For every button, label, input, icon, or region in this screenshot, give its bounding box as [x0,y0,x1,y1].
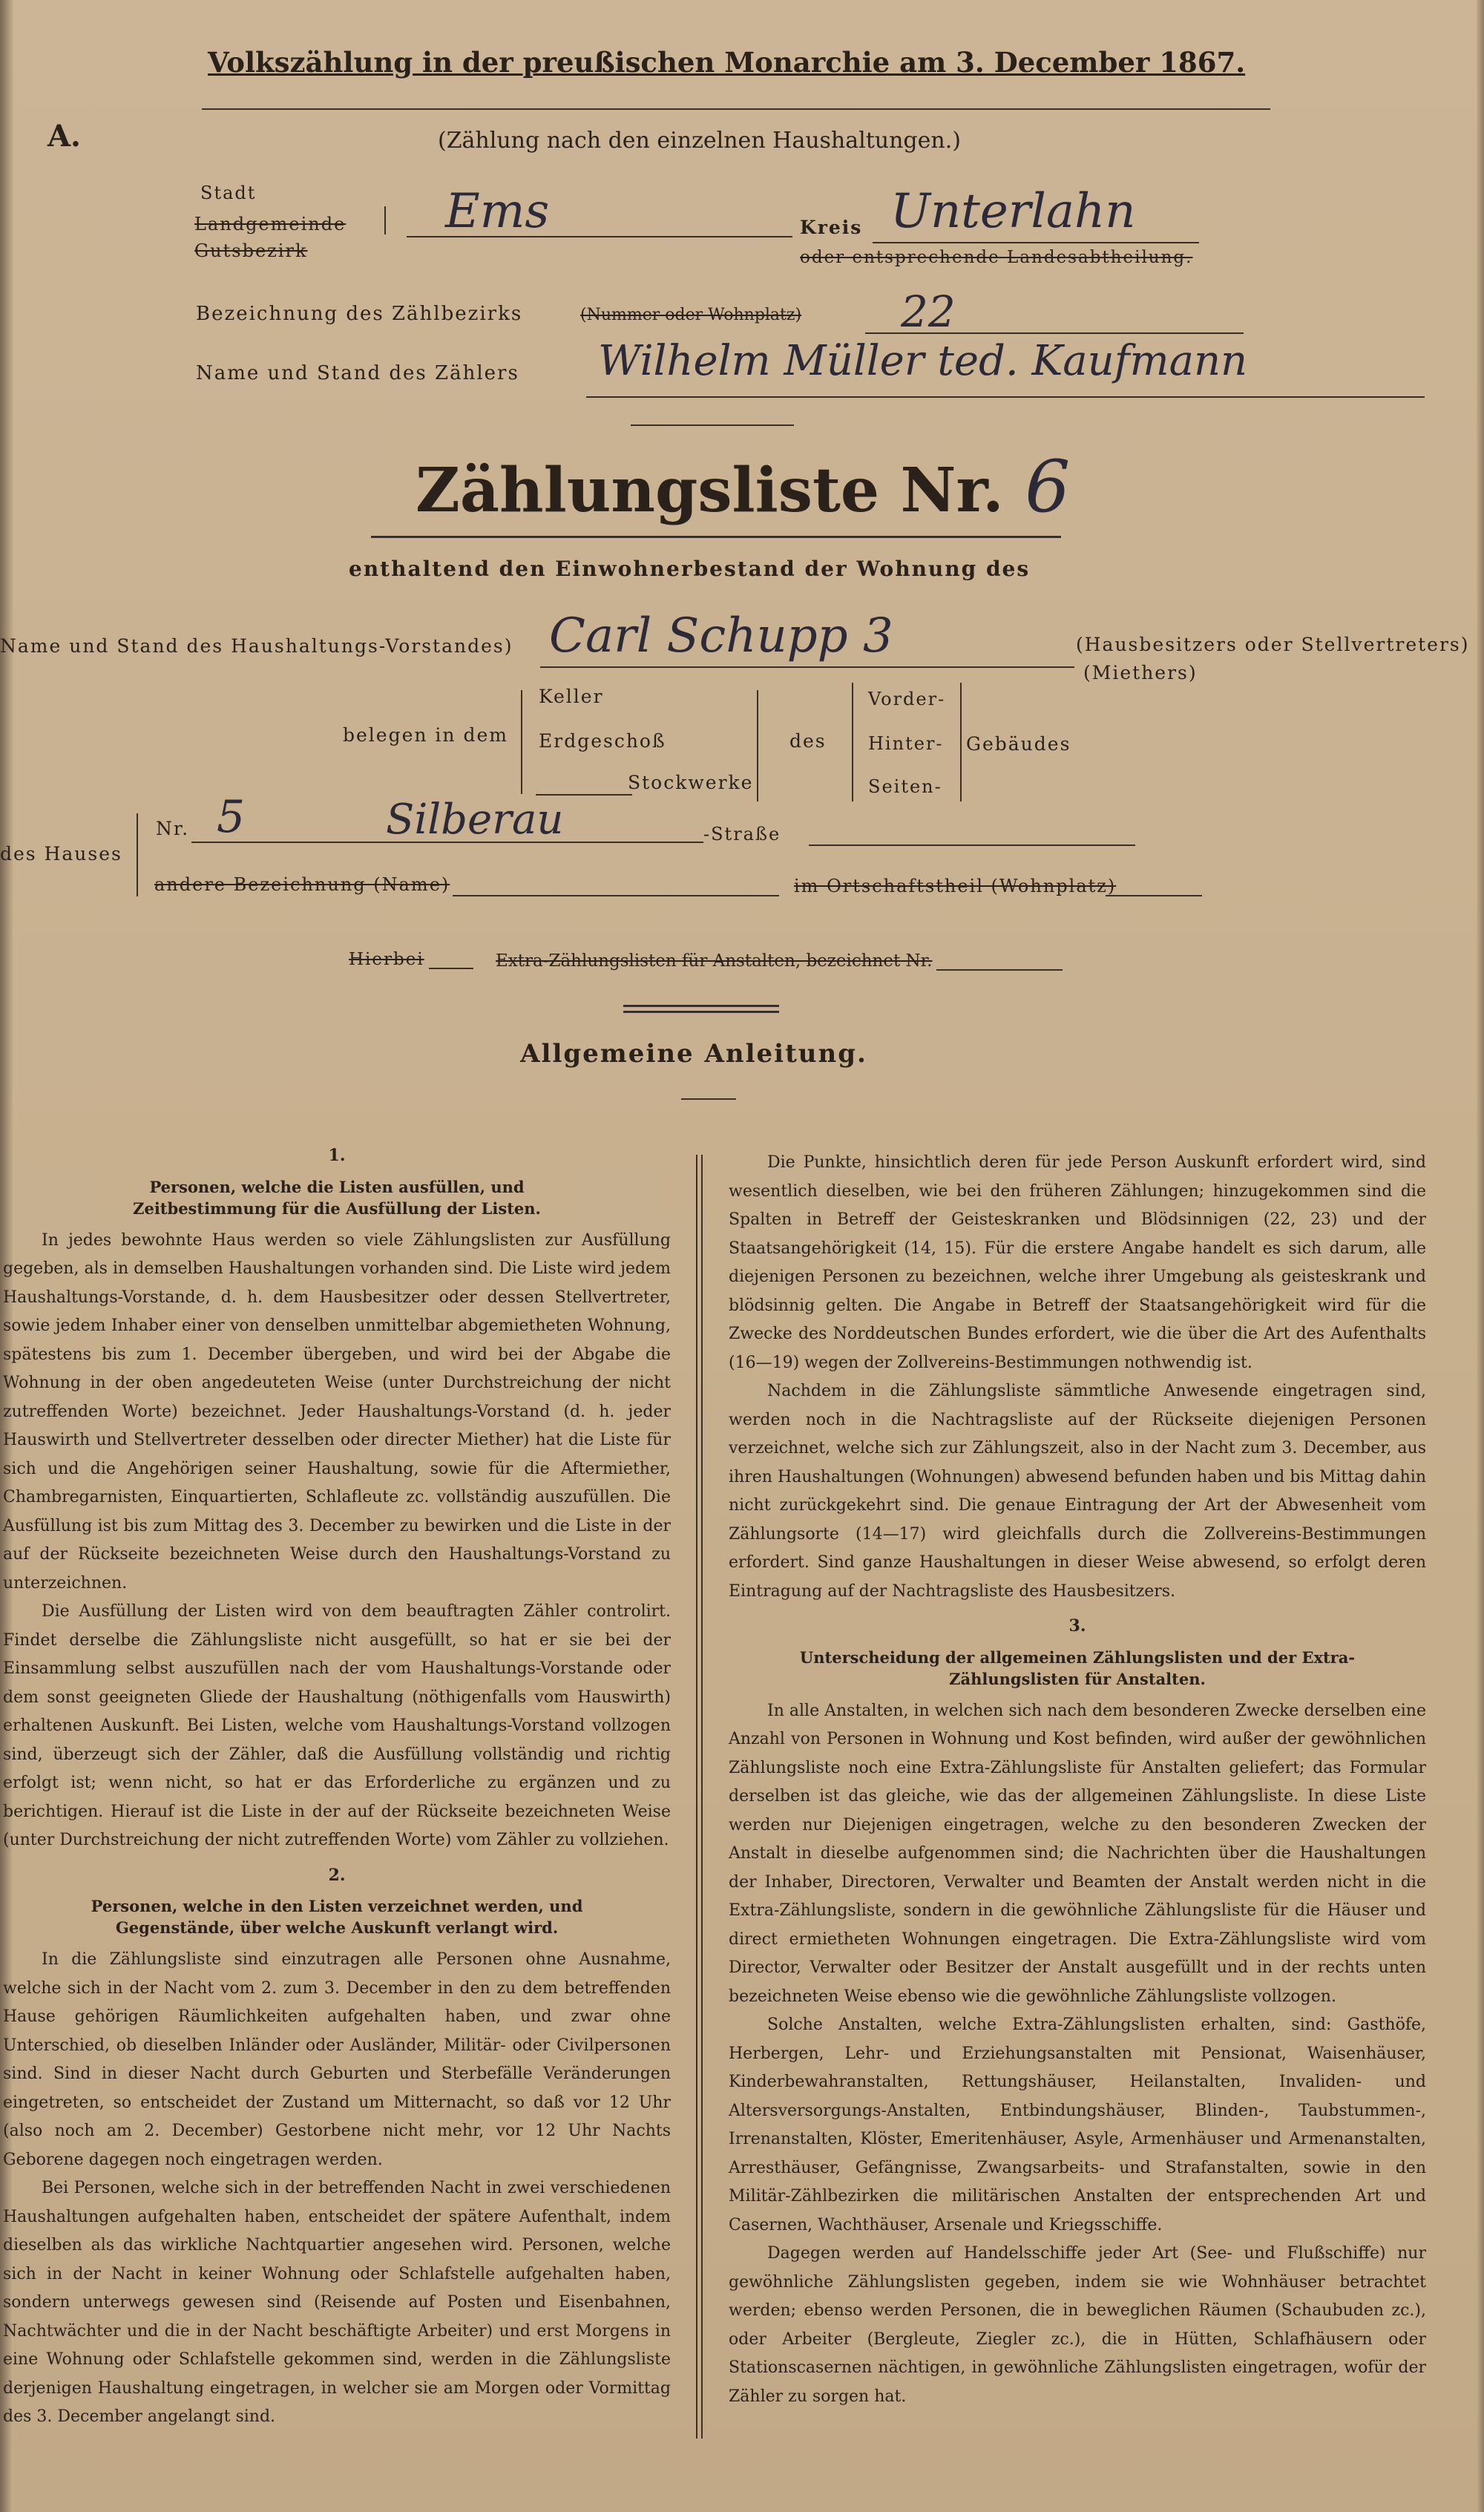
zaehler-value: Wilhelm Müller ted. Kaufmann [598,337,1248,385]
separator-double-1 [623,1005,779,1007]
section-2-paragraph-1: In die Zählungsliste sind einzutragen alle Personen ohne Ausnahme, welche sich in der Nacht vom 2. zum 3. December in den zu dem betreffenden Hause gehörigen Räumlichkeiten aufgehalten haben, und zwar ohne Unterschied, ob dieselben Inländer oder Ausländer, Militär- oder Civilpersonen sind. Sind in dieser Nacht durch Geburten und Sterbefälle Veränderungen eingetreten, so entscheidet der Zustand um Mitternacht, so daß vor 12 Uhr (also noch am 2. December) Gestorbene nicht mehr, vor 12 Uhr Nachts Geborene dagegen noch eingetragen werden. [3,1950,671,2169]
kreis-alt-label: oder entsprechende Landesabtheilung. [800,248,1193,267]
section-3-paragraph-3: Dagegen werden auf Handelsschiffe jeder Art (See- und Flußschiffe) nur gewöhnliche Zählungslisten gegeben, indem sie wie Wohnhäuser betrachtet werden; ebenso werden Personen, die in beweglichen Räumen (Schaubuden zc.), oder Arbeiter (Bergleute, Ziegler zc.), die in Hütten, Schlafhäusern oder Stationscasernen nächtigen, in gewöhnliche Zählungslisten eingetragen, wofür der Zähler zu sorgen hat. [729,2244,1426,2406]
zaehlbezirk-alt: (Nummer oder Wohnplatz) [580,306,802,324]
list-title-underline [371,536,1061,538]
kreis-value: Unterlahn [890,184,1136,239]
andere-line [453,895,779,896]
zaehler-short-line [631,424,794,426]
instructions-right-column [729,1149,1426,2411]
ortschaft-label: im Ortschaftstheil (Wohnplatz) [794,876,1117,896]
paper-right-edge [1477,0,1484,2512]
strasse-value: Silberau [386,796,564,844]
vorstand-label: Name und Stand des Haushaltungs-Vorstandes) [0,635,513,657]
instructions-heading: Allgemeine Anleitung. [520,1039,867,1069]
seiten-label: Seiten- [868,776,942,797]
section-2-paragraph-2: Bei Personen, welche sich in der betreffenden Nacht in zwei verschiedenen Haushaltungen aufgehalten haben, entscheidet der spätere Aufenthalt, indem dieselben als das wirkliche Nachtquartier angesehen wird. Personen, welche sich in der Nacht in keiner Wohnung oder Schlafstelle aufgehalten haben, sondern unterwegs gewesen sind (Reisende auf Posten und Eisenbahnen, Nachtwächter und die in der Nacht beschäftigte Arbeiter) und erst Morgens in eine Wohnung oder Schlafstelle gekommen sind, werden in die Zählungsliste derjenigen Haushaltung eingetragen, in welcher sie am Morgen oder Vormittag des 3. December angelangt sind. [3,2179,671,2426]
zaehlbezirk-value: 22 [901,286,956,337]
keller-label: Keller [539,686,604,707]
section-3-number: 3. [1068,1616,1086,1636]
page-subtitle: (Zählung nach den einzelnen Haushaltungen.) [438,128,961,154]
belegen-label: belegen in dem [343,724,508,746]
zaehler-line [586,396,1425,398]
ortschaft-line [1106,895,1202,896]
title-underline [202,108,1270,110]
strasse-label: -Straße [703,824,781,845]
right-paragraph-2: Nachdem in die Zählungsliste sämmtliche Anwesende eingetragen sind, werden noch in die Nachtragsliste auf der Rückseite diejenigen Personen verzeichnet, welche sich zur Zählungszeit, also in der Nacht zum 3. December, aus ihren Haushaltungen (Wohnungen) abwesend befunden haben und bis Mittag dahin nicht zurückgekehrt sind. Die genaue Eintragung der Art der Abwesenheit vom Zählungsorte (14—17) wird gleichfalls durch die Zollvereins-Bestimmungen erfordert. Sind ganze Haushaltungen in dieser Weise abwesend, so erfolgt deren Eintragung auf der Nachtragsliste des Hausbesitzers. [729,1382,1426,1601]
list-title [416,445,1070,528]
section-3-title: Unterscheidung der allgemeinen Zählungslisten und der Extra-Zählungslisten für Anstalten. [799,1647,1356,1688]
kreis-label: Kreis [800,217,863,238]
stadt-label: Stadt [200,183,257,203]
form-letter: A. [47,119,81,154]
gebaeude-brace-right [953,683,962,801]
list-number: 6 [1025,445,1071,528]
list-caption: enthaltend den Einwohnerbestand der Wohnung des [349,557,1031,581]
instructions-left-column [3,1135,671,2432]
stadt-value: Ems [445,184,550,239]
vorstand-value: Carl Schupp 3 [549,609,893,663]
nr-value: 5 [217,791,246,843]
belegen-brace-left [521,690,530,794]
hierbei-label: Hierbei [349,950,424,969]
section-1-title: Personen, welche die Listen ausfüllen, und Zeitbestimmung für die Ausfüllung der Listen. [133,1177,541,1218]
gutsbezirk-label: Gutsbezirk [194,240,308,261]
zaehlbezirk-label: Bezeichnung des Zählbezirks [196,303,523,325]
vorder-label: Vorder- [868,689,946,709]
extra-label: Extra-Zählungslisten für Anstalten, bezeichnet Nr. [496,951,933,971]
section-1-paragraph-1: In jedes bewohnte Haus werden so viele Zählungslisten zur Ausfüllung gegeben, als in demselben Haushaltungen vorhanden sind. Die Liste wird jedem Haushaltungs-Vorstande, d. h. dem Hausbesitzer oder dessen Stellvertreter, sowie jedem Inhaber einer von denselben unmittelbar abgemietheten Wohnung, spätestens bis zum 1. December übergeben, und wird bei der Abgabe die Wohnung in der oben angedeuteten Weise (unter Durchstreichung der nicht zutreffenden Worte) bezeichnet. Jeder Haushaltungs-Vorstand (d. h. jeder Hauswirth und Stellvertreter desselben oder directer Miether) hat die Liste für sich und die Angehörigen seiner Haushaltung, sowie für die Aftermiether, Chambregarnisten, Einquartierten, Schlafleute zc. vollständig auszufüllen. Die Ausfüllung ist bis zum Mittag des 3. December zu bewirken und die Liste in der auf der Rückseite bezeichneten Weise durch den Haushaltungs-Vorstand zu unterzeichnen. [3,1230,671,1593]
vorstand-line [540,666,1074,668]
column-divider [696,1155,703,2439]
right-paragraph-1: Die Punkte, hinsichtlich deren für jede Person Auskunft erfordert wird, sind wesentlich dieselben, wie bei den früheren Zählungen; hinzugekommen sind die Spalten in Betreff der Geisteskranken und Blödsinnigen (22, 23) und der Staatsangehörigkeit (14, 15). Für die erstere Angabe handelt es sich darum, alle diejenigen Personen zu bezeichnen, welche ihrer Umgebung als geisteskrank und blödsinnig gelten. Die Angabe in Betreff der Staatsangehörigkeit wird für die Zwecke des Norddeutschen Bundes erfordert, wie die über die Art des Aufenthalts (16—19) wegen der Zollvereins-Bestimmungen nothwendig ist. [729,1153,1426,1372]
nr-label: Nr. [156,818,190,839]
section-1-number: 1. [328,1146,346,1165]
section-3-paragraph-1: In alle Anstalten, in welchen sich nach dem besonderen Zwecke derselben eine Anzahl von Personen in Wohnung und Kost befinden, wird außer der gewöhnlichen Zählungsliste noch eine Extra-Zählungsliste für Anstalten geliefert; das Formular derselben ist das gleiche, wie das der allgemeinen Zählungsliste. In diese Liste werden nur Diejenigen eingetragen, welche zu den besonderen Zwecken der Anstalt in dieselbe aufgenommen sind; die Nachrichten über die Haushaltungen der Inhaber, Directoren, Verwalter und Beamten der Anstalt werden nicht in die Extra-Zählungsliste, sondern in die gewöhnliche Zählungsliste für die Häuser und direct ermietheten Wohnungen eingetragen. Die Extra-Zählungsliste wird vom Director, Verwalter oder Besitzer der Anstalt ausgefüllt und in der rechts unten bezeichneten Weise ebenso wie die gewöhnliche Zählungsliste vollzogen. [729,1701,1426,2006]
stadt-bracket [384,206,396,235]
hinter-label: Hinter- [868,733,944,754]
erdgeschoss-label: Erdgeschoß [539,730,666,752]
strasse-line [191,842,703,843]
andere-label: andere Bezeichnung (Name) [154,874,450,895]
section-1-paragraph-2: Die Ausfüllung der Listen wird von dem beauftragten Zähler controlirt. Findet derselbe die Zählungsliste nicht ausgefüllt, so hat er sie bei der Einsammlung selbst auszufüllen nach der vom Haushaltungs-Vorstande oder dem sonst geeigneten Gliede der Haushaltung (nöthigenfalls vom Hauswirth) erhaltenen Auskunft. Bei Listen, welche vom Haushaltungs-Vorstand vollzogen sind, überzeugt sich der Zähler, daß die Ausfüllung vollständig und richtig erfolgt ist; wenn nicht, so hat er das Erforderliche zu ergänzen und zu berichtigen. Hierauf ist die Liste in der auf der Rückseite bezeichneten Weise (unter Durchstreichung der nicht zutreffenden Worte) vom Zähler zu vollziehen. [3,1602,671,1849]
vorstand-note: (Hausbesitzers oder Stellvertreters) [1076,634,1470,655]
gebaeude-brace-left [852,683,861,801]
list-title-text: Zählungsliste Nr. [416,455,1004,526]
zaehlbezirk-line [865,332,1244,334]
des-label: des [789,730,827,752]
page-title: Volkszählung in der preußischen Monarchie am 3. December 1867. [208,46,1246,79]
section-2-title: Personen, welche in den Listen verzeichnet werden, und Gegenstände, über welche Auskunft verlangt wird. [91,1897,583,1937]
landgemeinde-label: Landgemeinde [194,214,347,235]
stadt-line [407,236,792,237]
hierbei-line [429,968,473,969]
strasse-line-2 [809,845,1135,846]
separator-double-2 [623,1011,779,1013]
gebaeude-label: Gebäudes [966,733,1071,755]
zaehler-label: Name und Stand des Zählers [196,362,519,384]
extra-line [936,969,1063,971]
stockwerke-label: Stockwerke [628,772,754,793]
vorstand-note2: (Miethers) [1083,662,1198,683]
kreis-line [873,242,1199,243]
belegen-brace-right [749,690,758,801]
instructions-heading-rule [681,1098,736,1100]
section-2-number: 2. [328,1865,346,1885]
section-3-paragraph-2: Solche Anstalten, welche Extra-Zählungslisten erhalten, sind: Gasthöfe, Herbergen, Lehr- und Erziehungsanstalten mit Pensionat, Waisenhäuser, Kinderbewahranstalten, Rettungshäuser, Heilanstalten, Invaliden- und Altersversorgungs-Anstalten, Entbindungshäuser, Blinden-, Taubstummen-, Irrenanstalten, Klöster, Emeritenhäuser, Asyle, Armenhäuser und Armenanstalten, Arresthäuser, Gefängnisse, Zwangsarbeits- und Strafanstalten, sowie in den Militär-Zählbezirken die militärischen Anstalten der entsprechenden Art und Casernen, Wachthäuser, Arsenale und Kriegsschiffe. [729,2016,1426,2234]
hauses-brace [137,813,147,896]
hauses-label: des Hauses [0,843,122,865]
